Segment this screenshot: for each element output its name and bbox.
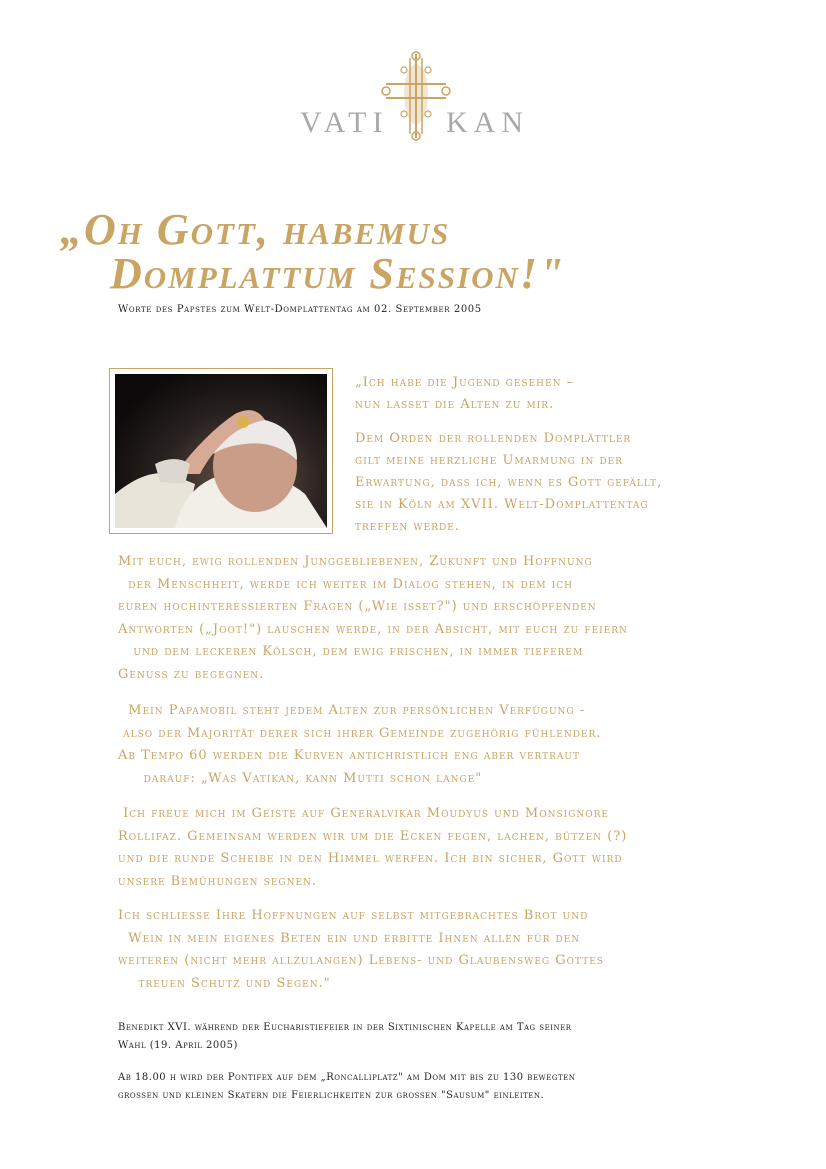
quote-intro — [355, 372, 795, 538]
paragraph-line: Mein Papamobil steht jedem Alten zur persönlichen Verfügung - — [118, 703, 586, 718]
paragraph-1 — [118, 551, 798, 687]
photo-frame — [109, 368, 333, 534]
paragraph-2 — [118, 700, 798, 790]
logo-text-left: VATI — [300, 106, 389, 139]
pope-photo — [115, 374, 327, 528]
quote-line: nun lasset die Alten zu mir. — [355, 397, 555, 412]
quote-line: Dem Orden der rollenden Domplättler — [355, 431, 632, 446]
headline-line-1: „Oh Gott, habemus — [60, 205, 451, 254]
paragraph-line: Genuss zu begegnen. — [118, 666, 265, 682]
paragraph-line: Ab Tempo 60 werden die Kurven antichristlich eng aber vertraut — [118, 748, 581, 764]
footer-line: Ab 18.00 h wird der Pontifex auf dem „Roncalliplatz" am Dom mit bis zu 130 bewegten — [118, 1072, 576, 1083]
paragraph-line: und dem leckeren Kölsch, dem ewig frischen, in immer tieferem — [118, 644, 584, 660]
paragraph-line: unsere Bemühungen segnen. — [118, 873, 318, 889]
paragraph-line: und die runde Scheibe in den Himmel werfen. Ich bin sicher, Gott wird — [118, 851, 623, 867]
paragraph-line: Wein in mein eigenes Beten ein und erbitte Ihnen allen für den — [118, 930, 581, 946]
footer-line: Benedikt XVI. während der Eucharistiefeier in der Sixtinischen Kapelle am Tag seiner — [118, 1022, 572, 1033]
quote-line: gilt meine herzliche Umarmung in der — [355, 453, 624, 468]
headline-line-2: Domplattum Session!" — [110, 249, 566, 298]
paragraph-line: Antworten („Joot!") lauschen werde, in der Absicht, mit euch zu feiern — [118, 621, 628, 637]
quote-line: „Ich habe die Jugend gesehen – — [355, 375, 575, 390]
quote-line: treffen werde. — [355, 519, 460, 534]
pope-silhouette-icon — [115, 374, 327, 528]
paragraph-line: Ich schliesse Ihre Hoffnungen auf selbst mitgebrachtes Brot und — [118, 908, 589, 923]
quote-line: sie in Köln am XVII. Welt-Domplattentag — [355, 497, 649, 512]
paragraph-line: darauf: „Was Vatikan, kann Mutti schon lange" — [118, 770, 483, 786]
footer-line: Wahl (19. April 2005) — [118, 1040, 238, 1051]
subtitle: Worte des Papstes zum Welt-Domplattentag am 02. September 2005 — [118, 304, 482, 315]
logo-text-right: KAN — [446, 106, 529, 139]
paragraph-line: also der Majorität derer sich ihrer Gemeinde zugehörig fühlender. — [118, 725, 602, 741]
paragraph-line: euren hochinteressierten Fragen („Wie isset?") und erschöpfenden — [118, 599, 597, 615]
headline — [60, 205, 780, 298]
paragraph-line: weiteren (nicht mehr allzulangen) Lebens- und Glaubensweg Gottes — [118, 953, 604, 969]
paragraph-line: Rollifaz. Gemeinsam werden wir um die Ecken fegen, lachen, bützen (?) — [118, 828, 628, 844]
cross-emblem-icon — [380, 48, 452, 144]
paragraph-line: treuen Schutz und Segen." — [118, 975, 331, 991]
paragraph-line: Ich freue mich im Geiste auf Generalvikar Moudyus und Monsignore — [118, 806, 609, 821]
paragraph-4 — [118, 905, 798, 995]
paragraph-line: der Menschheit, werde ich weiter im Dialog stehen, in dem ich — [118, 576, 573, 592]
footer-note-2 — [118, 1069, 758, 1105]
vatikan-logo — [300, 48, 530, 148]
footer-line: grossen und kleinen Skatern die Feierlichkeiten zur grossen "Sausum" einleiten. — [118, 1090, 545, 1101]
paragraph-line: Mit euch, ewig rollenden Junggebliebenen, Zukunft und Hoffnung — [118, 554, 593, 569]
quote-line: Erwartung, dass ich, wenn es Gott gefällt, — [355, 475, 663, 490]
paragraph-3 — [118, 803, 798, 893]
footer-note-1 — [118, 1019, 758, 1055]
